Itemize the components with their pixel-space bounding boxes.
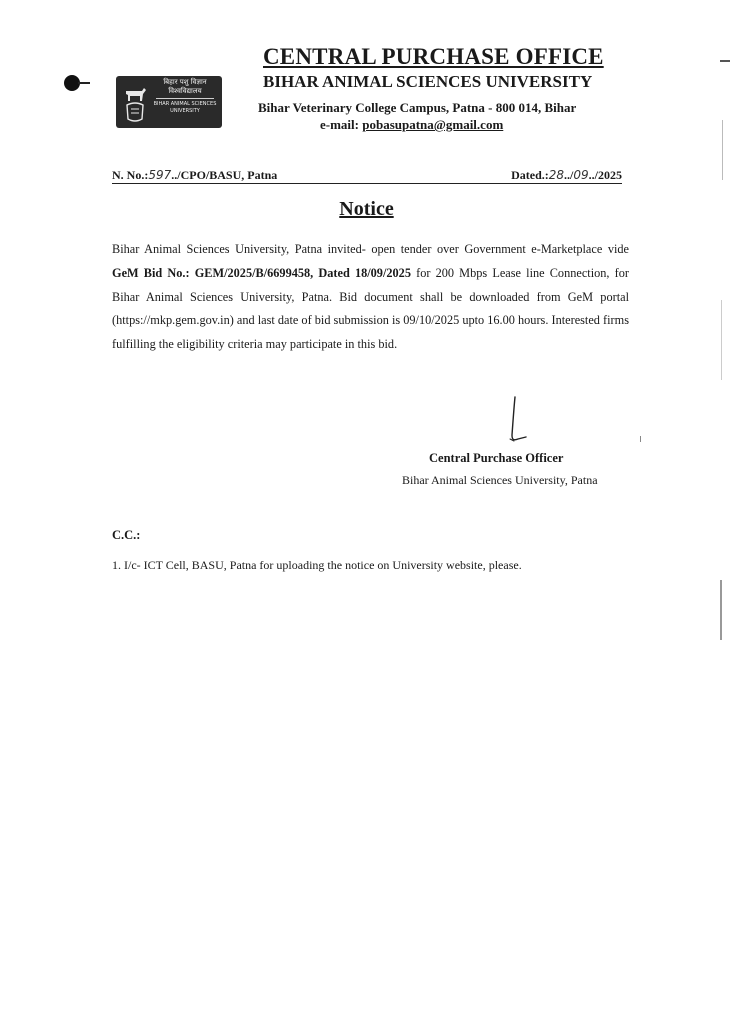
address-line: Bihar Veterinary College Campus, Patna - 800 014, Bihar [258, 100, 577, 115]
reference-underline [112, 183, 622, 184]
notice-body-part-2: for 200 Mbps Lease line Connection, for Bihar Animal Sciences University, Patna. Bid document shall be downloaded from GeM portal (https://mkp.gem.gov.in) and last date of bid submission is 09/10/2025 upto 16.00 hours. Interested firms fulfilling the eligibility criteria may participate in this bid. [112, 265, 629, 352]
email-label: e-mail: [320, 117, 363, 132]
gem-bid-reference: GeM Bid No.: GEM/2025/B/6699458, Dated 18/09/2025 [112, 265, 411, 280]
logo-hindi-line-1: बिहार पशु विज्ञान [163, 78, 207, 86]
punch-hole-tail [78, 82, 90, 84]
date-separator: ../ [564, 168, 574, 182]
scan-edge-mark [720, 60, 730, 62]
scan-edge-mark [720, 580, 722, 640]
notice-number-value: 597 [148, 168, 172, 182]
logo-text [150, 78, 220, 115]
scan-edge-mark [722, 120, 723, 180]
notice-number-suffix: ../CPO/BASU, Patna [171, 168, 278, 182]
notice-heading [0, 198, 733, 221]
cow-emblem-icon [122, 79, 148, 125]
scan-speck [640, 436, 641, 442]
logo-english-line: BIHAR ANIMAL SCIENCES UNIVERSITY [153, 101, 217, 114]
notice-body-part-1: Bihar Animal Sciences University, Patna invited- open tender over Government e-Marketplace vide [112, 242, 629, 256]
notice-body [112, 238, 629, 357]
date-day: 28 [548, 168, 565, 182]
cc-item: 1. I/c- ICT Cell, BASU, Patna for uploading the notice on University website, please. [112, 558, 522, 572]
cc-label: C.C.: [112, 528, 141, 542]
office-title: CENTRAL PURCHASE OFFICE [263, 44, 604, 69]
notice-title: Notice [339, 198, 394, 220]
notice-number [112, 168, 277, 183]
logo-divider [156, 98, 214, 99]
scan-edge-mark [721, 300, 722, 380]
university-logo [116, 76, 222, 128]
university-name: BIHAR ANIMAL SCIENCES UNIVERSITY [263, 72, 593, 91]
notice-number-prefix: N. No.: [112, 168, 149, 182]
notice-date [511, 168, 622, 183]
date-year: ../2025 [588, 168, 622, 182]
logo-hindi-line-2: विश्वविद्यालय [168, 87, 202, 95]
signatory-organisation: Bihar Animal Sciences University, Patna [402, 473, 598, 487]
signatory-title: Central Purchase Officer [429, 451, 564, 465]
handwritten-signature [498, 395, 538, 451]
email-link[interactable]: pobasupatna@gmail.com [362, 117, 504, 132]
date-prefix: Dated.: [511, 168, 549, 182]
date-month: 09 [573, 168, 589, 182]
reference-line [112, 168, 622, 184]
email-line [320, 117, 503, 133]
